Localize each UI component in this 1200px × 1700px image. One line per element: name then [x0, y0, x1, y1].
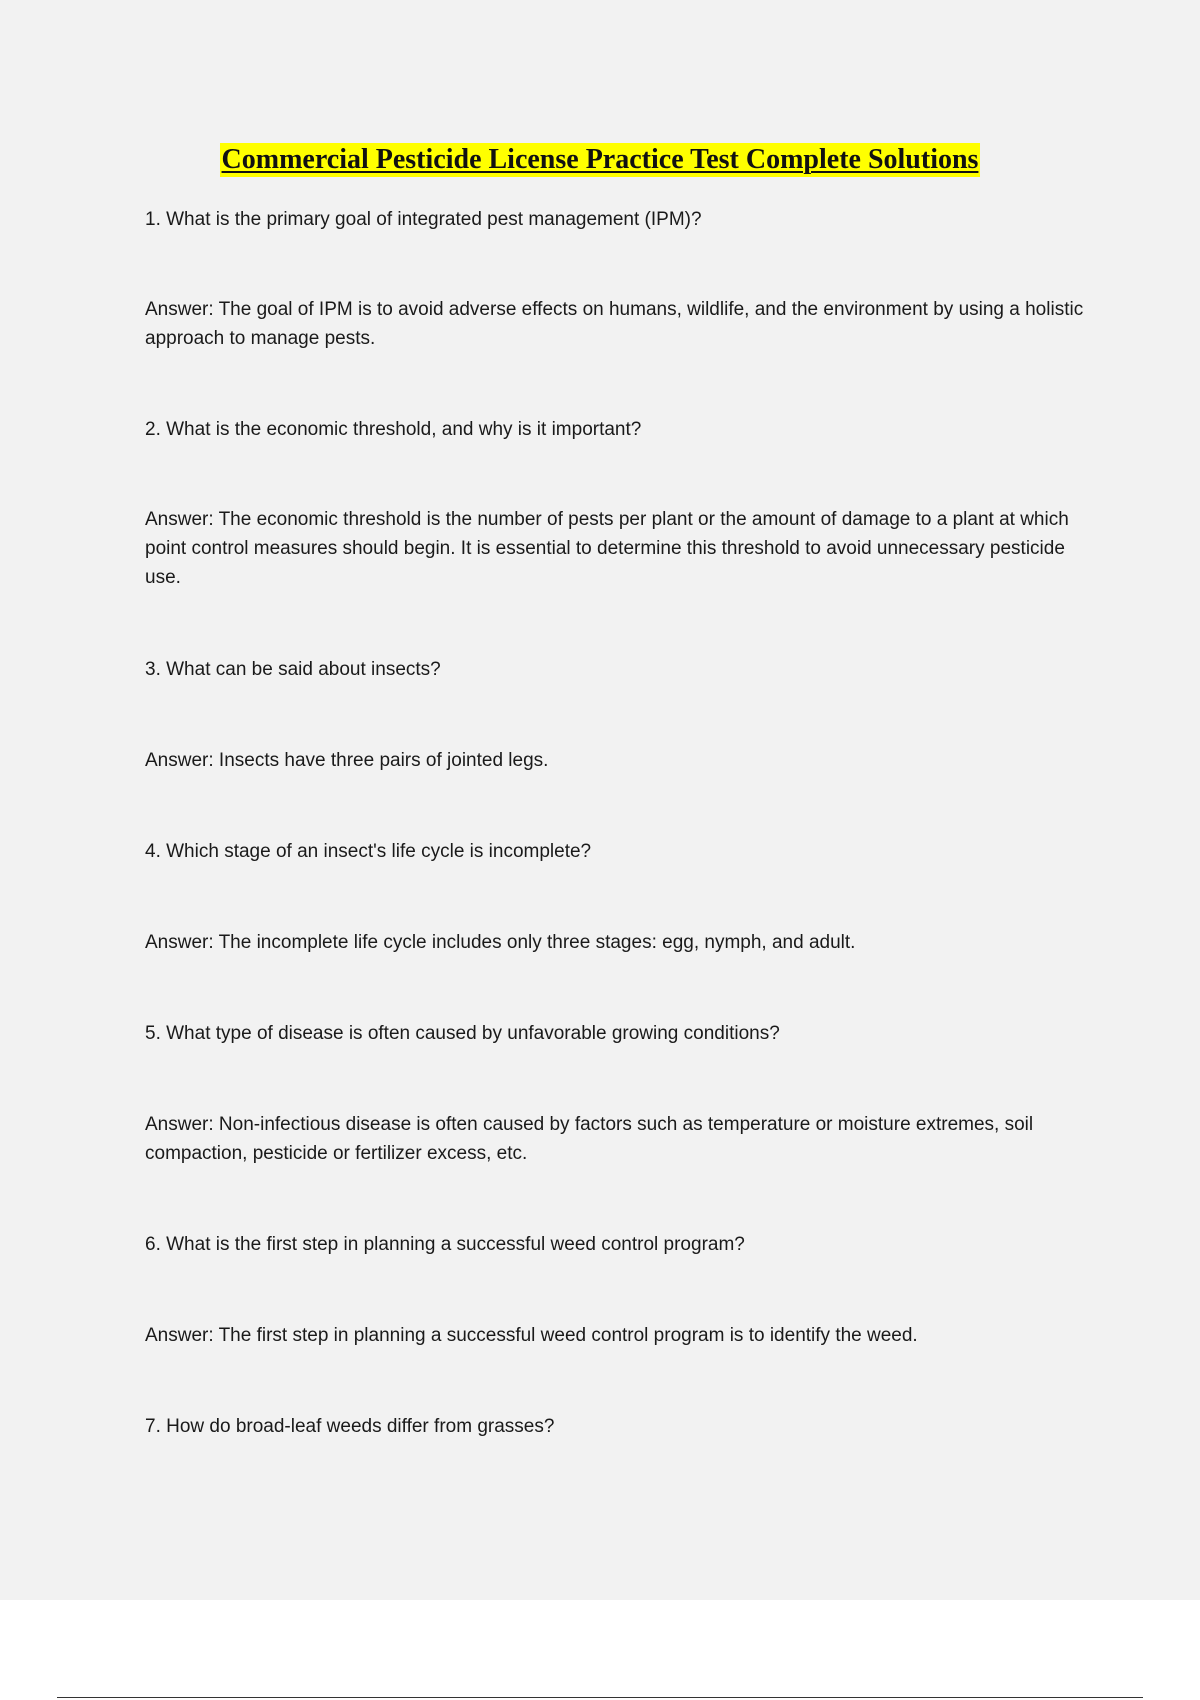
question-1: 1. What is the primary goal of integrated pest management (IPM)? — [145, 209, 702, 230]
question-3: 3. What can be said about insects? — [145, 659, 441, 680]
question-4: 4. Which stage of an insect's life cycle is incomplete? — [145, 841, 592, 862]
question-5: 5. What type of disease is often caused by unfavorable growing conditions? — [145, 1023, 780, 1044]
page-bottom-divider — [57, 1697, 1143, 1698]
question-7: 7. How do broad-leaf weeds differ from grasses? — [145, 1416, 555, 1437]
answer-2: Answer: The economic threshold is the number of pests per plant or the amount of damage to a plant at which point control measures should begin. It is essential to determine this threshold to avoid unnecessary pesticide use. — [145, 509, 1069, 588]
answer-3: Answer: Insects have three pairs of jointed legs. — [145, 750, 549, 771]
question-6: 6. What is the first step in planning a successful weed control program? — [145, 1234, 745, 1255]
answer-5: Answer: Non-infectious disease is often caused by factors such as temperature or moisture extremes, soil compaction, pesticide or fertilizer excess, etc. — [145, 1114, 1034, 1164]
answer-6: Answer: The first step in planning a successful weed control program is to identify the weed. — [145, 1325, 918, 1346]
answer-1: Answer: The goal of IPM is to avoid adverse effects on humans, wildlife, and the environment by using a holistic approach to manage pests. — [145, 299, 1084, 349]
question-2: 2. What is the economic threshold, and why is it important? — [145, 419, 642, 440]
title-wrapper — [0, 143, 1200, 177]
document-title: Commercial Pesticide License Practice Test Complete Solutions — [221, 144, 979, 175]
answer-4: Answer: The incomplete life cycle includes only three stages: egg, nymph, and adult. — [145, 932, 856, 953]
